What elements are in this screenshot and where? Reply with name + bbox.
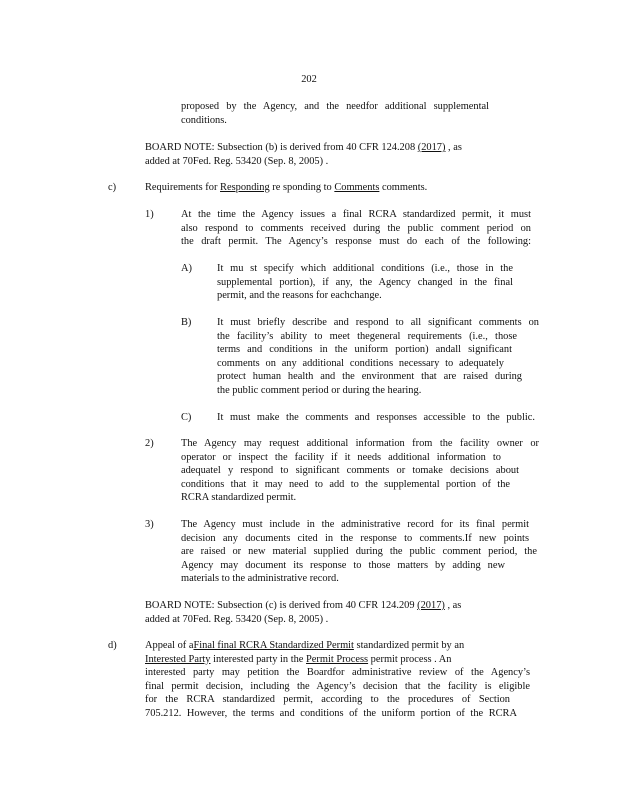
item-2-paragraph xyxy=(181,437,539,505)
item-label-C: C) xyxy=(181,412,192,423)
text-line xyxy=(145,639,530,653)
note-year-underlined: (2017) xyxy=(417,600,445,611)
note-text: BOARD NOTE: Subsection (b) is derived from 40 CFR 124.208 xyxy=(145,142,418,153)
text-line: added at 70Fed. Reg. 53420 (Sep. 8, 2005) . xyxy=(145,155,329,167)
text-line: It must briefly describe and respond to all significant comments on xyxy=(217,317,539,328)
note-year-underlined: (2017) xyxy=(417,142,446,153)
text-line: materials to the administrative record. xyxy=(181,573,339,585)
text-line: supplemental portion), if any, the Agency changed in the final xyxy=(217,276,513,288)
text-line: Agency may document its response to those matters by adding new xyxy=(181,559,505,571)
heading-text: Requirements for xyxy=(145,182,221,193)
text-line: final permit decision, including the Agency’s decision that the facility is eligible xyxy=(145,680,530,692)
paragraph-text: permit process . An xyxy=(368,653,452,665)
text-line: the draft permit. The Agency’s response must do each of the following: xyxy=(181,236,531,248)
text-line: proposed by the Agency, and the needfor additional supplemental xyxy=(181,101,489,112)
item-label-2: 2) xyxy=(145,438,154,449)
item-label-A: A) xyxy=(181,263,192,274)
text-line: adequatel y respond to significant comments or tomake decisions about xyxy=(181,465,519,477)
heading-underlined: Comments xyxy=(334,182,380,193)
text-line: for the RCRA standardized permit, according to the procedures of Section xyxy=(145,694,510,706)
heading-text: comments. xyxy=(379,182,428,193)
text-line: decision any documents cited in the response to comments.If new points xyxy=(181,532,529,544)
text-line: conditions. xyxy=(181,114,227,126)
note-text: , as xyxy=(445,142,462,153)
text-line: interested party may petition the Boardfor administrative review of the Agency’s xyxy=(145,667,530,679)
item-C-paragraph xyxy=(217,411,535,425)
text-line: protect human health and the environment that are raised during xyxy=(217,371,522,383)
text-line: It mu st specify which additional conditions (i.e., those in the xyxy=(217,263,513,274)
subsection-label-c: c) xyxy=(108,182,117,193)
text-line xyxy=(145,653,530,667)
text-line: terms and conditions in the uniform portion) andall significant xyxy=(217,344,512,356)
item-label-3: 3) xyxy=(145,519,154,530)
text-line: It must make the comments and responses accessible to the public. xyxy=(217,412,535,423)
page-number: 202 xyxy=(301,74,317,85)
text-line: 705.212. However, the terms and conditions of the uniform portion of the RCRA xyxy=(145,707,517,719)
subsection-label-d: d) xyxy=(108,640,117,651)
paragraph-text: Appeal of a xyxy=(145,640,194,651)
heading-underlined: Responding xyxy=(220,182,270,193)
text-line: are raised or new material supplied during the public comment period, the xyxy=(181,546,537,558)
item-A-paragraph xyxy=(217,262,513,303)
paragraph-text: interested party in the xyxy=(210,653,307,665)
item-3-paragraph xyxy=(181,518,537,586)
text-line xyxy=(145,599,515,613)
paragraph-text: standardized permit by an xyxy=(353,640,465,651)
subsection-c-heading xyxy=(145,181,515,195)
text-line: the facility’s ability to meet thegeneral requirements (i.e., those xyxy=(217,330,517,342)
text-line: At the time the Agency issues a final RCRA standardized permit, it must xyxy=(181,209,531,220)
item-B-paragraph xyxy=(217,316,539,398)
text-line: comments on any additional conditions necessary to adequately xyxy=(217,357,504,369)
inserted-text-underlined: Interested Party xyxy=(145,653,211,665)
inserted-text-underlined: Permit Process xyxy=(306,653,369,665)
item-1-paragraph xyxy=(181,208,531,249)
subsection-d-paragraph xyxy=(145,639,530,721)
text-line: conditions that it may need to add to the supplemental portion of the xyxy=(181,478,510,490)
text-line xyxy=(145,141,515,155)
item-label-1: 1) xyxy=(145,209,154,220)
text-line: added at 70Fed. Reg. 53420 (Sep. 8, 2005) . xyxy=(145,613,329,625)
text-line: operator or inspect the facility if it needs additional information to xyxy=(181,451,501,463)
text-line: RCRA standardized permit. xyxy=(181,492,297,504)
text-line: The Agency must include in the administrative record for its final permit xyxy=(181,519,529,530)
heading-text: re sponding to xyxy=(269,182,335,193)
text-line xyxy=(145,181,515,195)
intro-paragraph xyxy=(181,100,489,127)
board-note-c xyxy=(145,599,515,626)
item-label-B: B) xyxy=(181,317,192,328)
text-line: permit, and the reasons for eachchange. xyxy=(217,290,382,302)
inserted-text-underlined: Final final RCRA Standardized Permit xyxy=(193,640,354,651)
text-line: The Agency may request additional information from the facility owner or xyxy=(181,438,539,449)
board-note-b xyxy=(145,141,515,168)
text-line: also respond to comments received during the public comment period on xyxy=(181,222,531,234)
text-line: the public comment period or during the hearing. xyxy=(217,384,422,396)
note-text: , as xyxy=(444,600,462,611)
note-text: BOARD NOTE: Subsection (c) is derived from 40 CFR 124.209 xyxy=(145,600,418,611)
